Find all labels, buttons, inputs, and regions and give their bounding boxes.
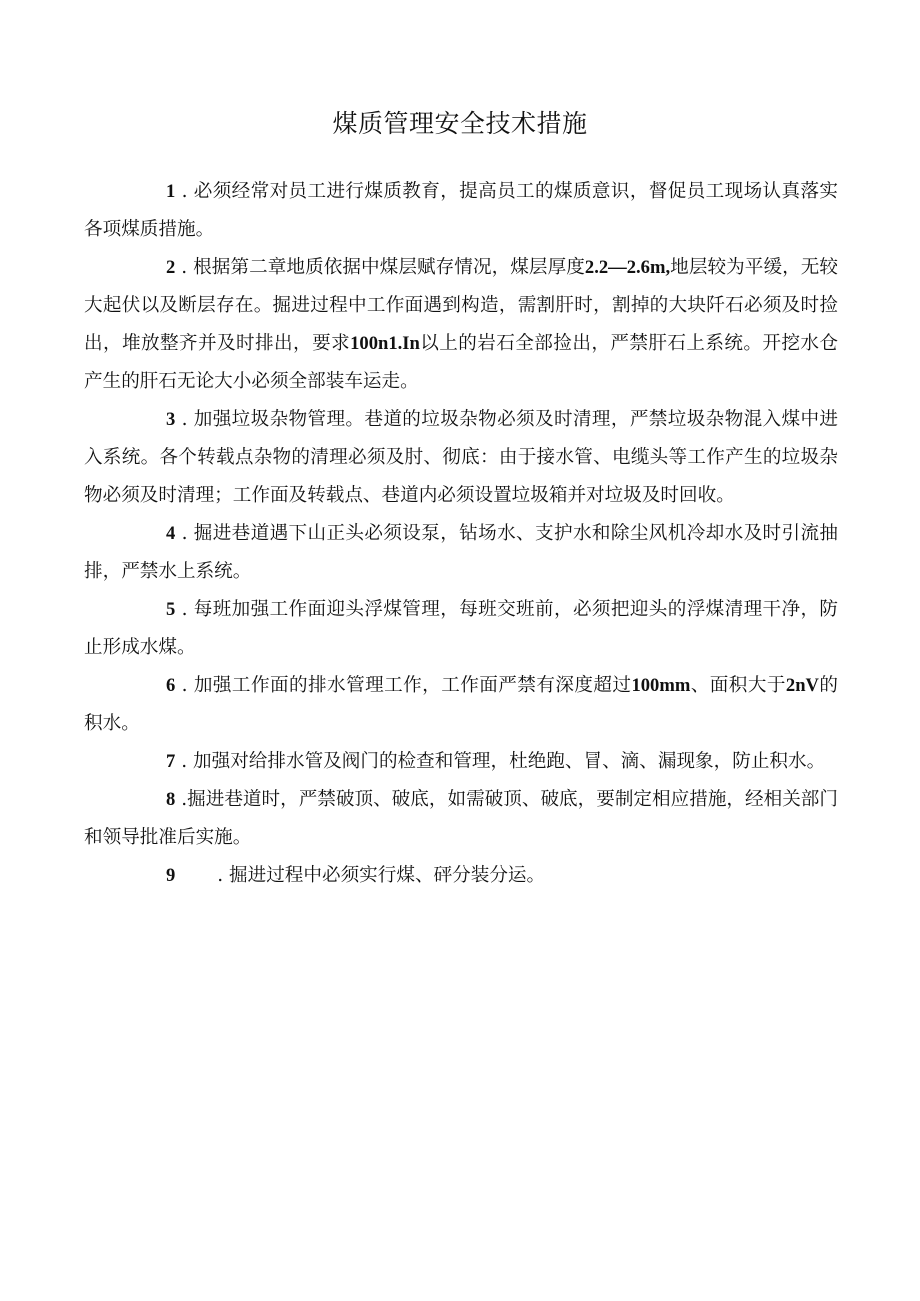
page-title: 煤质管理安全技术措施 (332, 109, 588, 138)
item-text: .掘进巷道时，严禁破顶、破底，如需破顶、破底，要制定相应措施，经相关部门和领导批准后实施。 (84, 789, 838, 848)
seam-thickness-value: 2.2—2.6m, (584, 257, 671, 278)
measures-list (84, 173, 838, 895)
list-item-8 (84, 781, 838, 857)
item-text: . 加强对给排水管及阀门的检查和管理，杜绝跑、冒、滴、漏现象，防止积水。 (175, 751, 826, 772)
list-item-2 (84, 249, 838, 401)
item-text: . 根据第二章地质依据中煤层赋存情况，煤层厚度 (175, 257, 585, 278)
item-number: 7 (166, 751, 176, 772)
item-text: 、面积大于 (690, 675, 786, 696)
water-depth-value: 100mm (631, 675, 691, 696)
list-item-3 (84, 401, 838, 515)
item-number: 1 (166, 181, 176, 202)
rock-size-value: 100n1.In (350, 333, 420, 354)
item-text: . 必须经常对员工进行煤质教育，提高员工的煤质意识，督促员工现场认真落实各项煤质措施。 (84, 181, 838, 240)
list-item-9 (84, 857, 838, 895)
item-number: 9 (166, 865, 176, 886)
water-area-value: 2nV (785, 675, 819, 696)
item-text: . 掘进过程中必须实行煤、砰分装分运。 (211, 865, 546, 886)
list-item-4 (84, 515, 838, 591)
item-text: 以上的岩石全部捡出，严禁肝石上系统。开挖水仓产生的肝石无论大小必须全部装车运走。 (84, 333, 838, 392)
item-text: . 加强工作面的排水管理工作，工作面严禁有深度超过 (175, 675, 632, 696)
item-number: 5 (166, 599, 176, 620)
item-number: 2 (166, 257, 176, 278)
item-text: . 掘进巷道遇下山正头必须设泵，钻场水、支护水和除尘风机冷却水及时引流抽排，严禁水上系统。 (84, 523, 838, 582)
item-number: 6 (166, 675, 176, 696)
list-item-1 (84, 173, 838, 249)
list-item-7 (84, 743, 838, 781)
item-text: . 每班加强工作面迎头浮煤管理，每班交班前，必须把迎头的浮煤清理干净，防止形成水煤。 (84, 599, 838, 658)
item-text: 的积水。 (84, 675, 838, 734)
item-text: 地层较为平缓，无较大起伏以及断层存在。掘进过程中工作面遇到构造，需割肝时，割掉的大块阡石必须及时捡出，堆放整齐并及时排出，要求 (84, 257, 838, 354)
item-text: . 加强垃圾杂物管理。巷道的垃圾杂物必须及时清理，严禁垃圾杂物混入煤中进入系统。各个转载点杂物的清理必须及肘、彻底：由于接水管、电缆头等工作产生的垃圾杂物必须及时清理；工作面及转载点、巷道内必须设置垃圾箱并对垃圾及时回收。 (84, 409, 838, 506)
item-number: 4 (166, 523, 176, 544)
list-item-5 (84, 591, 838, 667)
item-number: 8 (166, 789, 176, 810)
item-number: 3 (166, 409, 176, 430)
list-item-6 (84, 667, 838, 743)
